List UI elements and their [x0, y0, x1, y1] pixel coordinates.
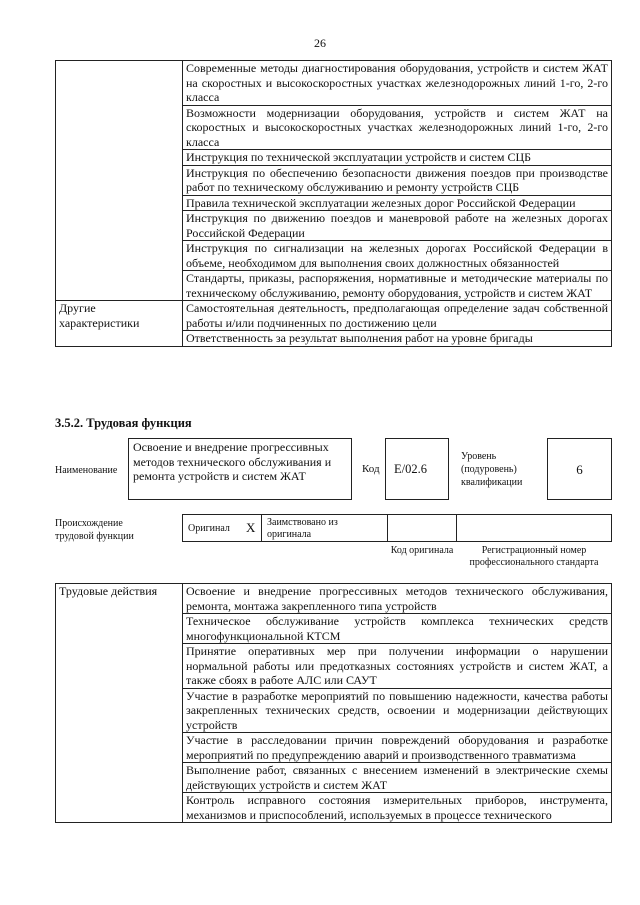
knowledge-table — [55, 60, 612, 347]
code-value: E/02.6 — [394, 462, 427, 476]
borrowed-label: Заимствовано из оригинала — [267, 517, 338, 540]
function-name-box — [128, 438, 352, 500]
knowledge-item: Инструкция по обеспечению безопасности движения поездов при производстве работ по техническому обслуживанию и ремонту устройств СЦБ — [183, 165, 612, 195]
action-item: Техническое обслуживание устройств комплекса технических средств многофункциональной КТСМ — [183, 614, 612, 644]
knowledge-item: Инструкция по движению поездов и маневровой работе на железных дорогах Российской Федерации — [183, 211, 612, 241]
actions-label: Трудовые действия — [56, 584, 183, 823]
row-label-cell — [56, 61, 183, 301]
knowledge-item: Стандарты, приказы, распоряжения, нормативные и методические материалы по техническому обслуживанию, ремонту оборудования, устройств и систем ЖАТ — [183, 271, 612, 301]
action-item: Контроль исправного состояния измерительных приборов, инструмента, механизмов и приспособлений, используемых в процессе технического — [183, 793, 612, 823]
knowledge-row — [56, 61, 612, 106]
action-item: Участие в расследовании причин повреждений оборудования и разработке мероприятий по предупреждению аварий и производственного травматизма — [183, 733, 612, 763]
level-box — [547, 438, 612, 500]
knowledge-item: Инструкция по технической эксплуатации устройств и систем СЦБ — [183, 150, 612, 166]
knowledge-item: Самостоятельная деятельность, предполагающая определение задач собственной работы и/или подчиненных по достижению цели — [183, 301, 612, 331]
level-value: 6 — [576, 462, 583, 477]
action-item: Принятие оперативных мер при получении информации о нарушении нормальной работы или предотказных состояниях устройств и систем ЖАТ, а также сбоях в работе АЛС или САУТ — [183, 644, 612, 689]
action-item: Выполнение работ, связанных с внесением изменений в электрические схемы действующих устройств и систем ЖАТ — [183, 763, 612, 793]
knowledge-item: Современные методы диагностирования оборудования, устройств и систем ЖАТ на скоростных и высокоскоростных участках железнодорожных линий 1-го, 2-го класса — [183, 61, 612, 106]
page-number: 26 — [314, 36, 326, 50]
name-label: Наименование — [55, 465, 118, 476]
knowledge-row — [56, 301, 612, 331]
actions-table — [55, 583, 612, 823]
function-name: Освоение и внедрение прогрессивных методов технического обслуживания и ремонта устройств и систем ЖАТ — [133, 440, 332, 483]
section-heading: 3.5.2. Трудовая функция — [55, 416, 192, 430]
knowledge-item: Ответственность за результат выполнения работ на уровне бригады — [183, 331, 612, 347]
knowledge-item: Возможности модернизации оборудования, устройств и систем ЖАТ на скоростных и высокоскоростных участках железнодорожных линий 1-го, 2-го класса — [183, 105, 612, 150]
reg-number-cell — [456, 514, 612, 542]
code-label: Код — [362, 463, 380, 475]
knowledge-item: Инструкция по сигнализации на железных дорогах Российской Федерации в объеме, необходимом для выполнения своих должностных обязанностей — [183, 241, 612, 271]
original-mark: X — [246, 520, 256, 535]
action-row — [56, 584, 612, 614]
origin-label: Происхождение трудовой функции — [55, 518, 134, 542]
code-box — [385, 438, 449, 500]
borrowed-cell — [261, 514, 388, 542]
original-label: Оригинал — [188, 523, 230, 534]
action-item: Освоение и внедрение прогрессивных методов технического обслуживания, ремонта, монтажа закрепленного типа устройств — [183, 584, 612, 614]
reg-caption: Регистрационный номер профессионального стандарта — [469, 545, 599, 568]
origin-code-cell — [387, 514, 457, 542]
original-cell — [182, 514, 262, 542]
other-characteristics-label: Другие характеристики — [56, 301, 183, 347]
action-item: Участие в разработке мероприятий по повышению надежности, качества работы закрепленных технических средств, освоении и модернизации действующих устройств — [183, 688, 612, 733]
knowledge-item: Правила технической эксплуатации железных дорог Российской Федерации — [183, 195, 612, 211]
code-caption: Код оригинала — [390, 545, 454, 556]
level-label: Уровень (подуровень) квалификации — [461, 451, 523, 488]
